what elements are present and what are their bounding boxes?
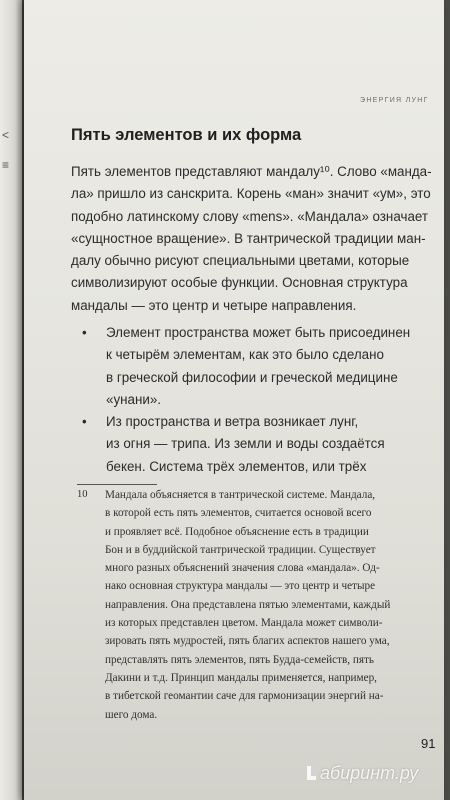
prev-mark: < [2, 128, 10, 142]
footnote-body [77, 486, 407, 724]
footnote-line: много разных объяснений значения слова «мандала». Од- [105, 562, 380, 575]
text-line: Пять элементов представляют мандалу¹⁰. Слово «манда- [71, 164, 432, 179]
footnote-line: Дакини и т.д. Принцип мандалы применяется, например, [105, 671, 377, 684]
footnote-line: Бон и в буддийской тантрической традиции. Существует [105, 543, 376, 556]
watermark [305, 763, 418, 784]
footnote-number: 10 [77, 489, 88, 500]
footnote-line: направления. Она представлена пятью элементами, каждый [105, 598, 391, 611]
text-line: «унани». [106, 391, 162, 407]
text-line: символизируют особые функции. Основная структура [71, 275, 408, 291]
text-line: к четырём элементам, как это было сделано [106, 347, 384, 363]
footnote-line: шего дома. [105, 708, 158, 721]
footnote-line: нако основная структура мандалы — это центр и четыре [105, 580, 376, 593]
bullet-icon: • [82, 414, 87, 430]
page-number: 91 [421, 736, 436, 751]
text-line: Элемент пространства может быть присоединен [106, 325, 411, 340]
footnote-divider [77, 484, 157, 485]
footnote-line: и проявляет всё. Подобное объяснение есть в традиции [105, 525, 369, 538]
footnote-line: Мандала объясняется в тантрической системе. Мандала, [105, 489, 376, 501]
text-line: далу обычно рисуют специальными цветами, которые [71, 253, 410, 269]
text-line: в греческой философии и греческой медицине [106, 369, 398, 385]
text-line: ла» пришло из санскрита. Корень «ман» значит «ум», это [71, 186, 431, 202]
section-title: Пять элементов и их форма [71, 126, 302, 144]
intro-paragraph [71, 161, 432, 317]
text-line: Из пространства и ветра возникает лунг, [106, 414, 359, 430]
text-line: мандалы — это центр и четыре направления. [71, 297, 357, 313]
bullet-item [82, 411, 385, 478]
text-line: из огня — трипа. Из земли и воды создаётся [106, 436, 385, 452]
bullet-item [82, 322, 411, 411]
footnote-line: в тибетской геомантии саче для гармонизации энергий на- [105, 690, 384, 703]
text-line: «сущностное вращение». В тантрической традиции ман- [71, 230, 426, 246]
footnote-line: представлять пять элементов, пять Будда-семейств, пять [105, 653, 374, 666]
watermark-text: абиринт.ру [320, 763, 419, 783]
running-head: ЭНЕРГИЯ ЛУНГ [360, 97, 429, 104]
bullet-icon: • [82, 325, 87, 340]
footnote-line: в которой есть пять элементов, считается основой всего [105, 507, 372, 520]
text-line: подобно латинскому слову «mens». «Мандала» означает [71, 208, 429, 224]
bullet-list [82, 322, 411, 478]
labyrinth-logo-icon [305, 765, 317, 781]
footnote [77, 486, 407, 724]
footnote-line: из которых представлен цветом. Мандала может символи- [105, 617, 383, 630]
book-page [24, 0, 444, 800]
previous-page-marks [2, 120, 14, 180]
previous-page-edge [0, 0, 22, 800]
text-line: бекен. Система трёх элементов, или трёх [106, 458, 367, 474]
prev-mark: ≡ [2, 158, 10, 172]
footnote-line: зировать пять мудростей, пять благих аспектов нашего ума, [105, 635, 390, 648]
